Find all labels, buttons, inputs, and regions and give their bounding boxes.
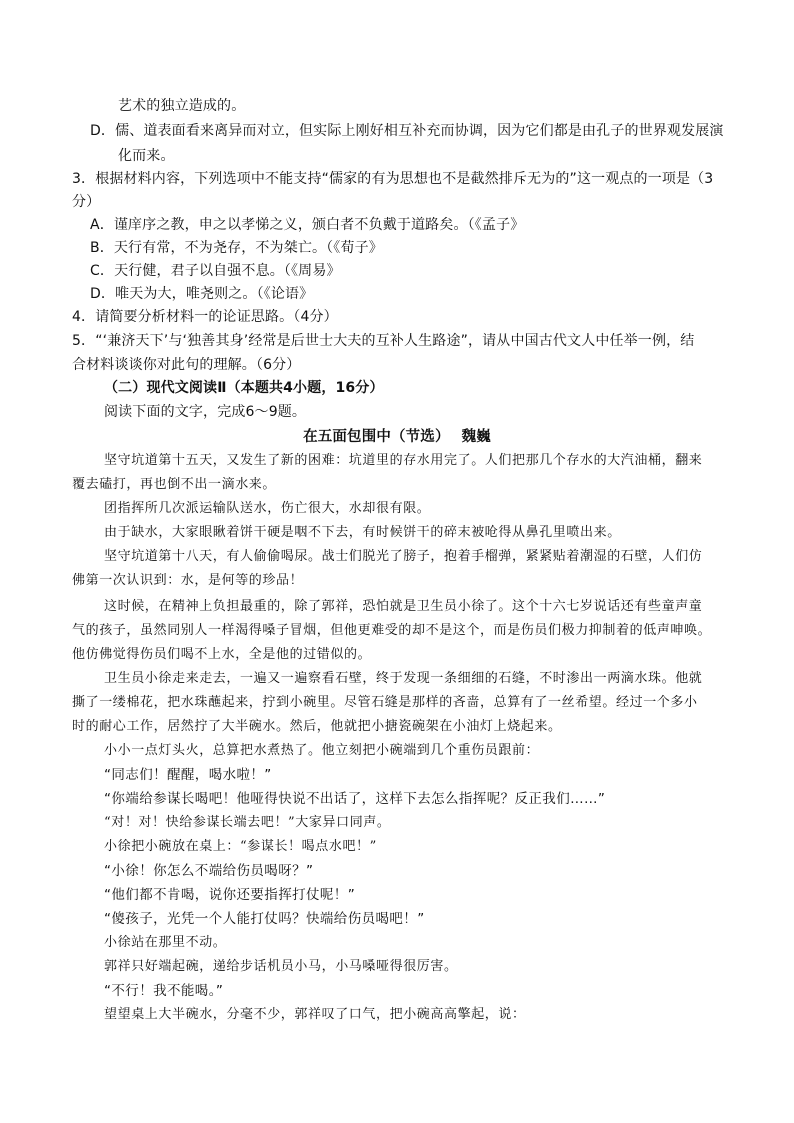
q5-stem-continuation: 合材料谈谈你对此句的理解。（6分） bbox=[72, 357, 301, 373]
q3-stem-continuation: 分） bbox=[72, 194, 101, 210]
article-line: 他仿佛觉得伤员们喝不上水，全是他的过错似的。 bbox=[72, 647, 372, 662]
article-line: 郭祥只好端起碗，递给步话机员小马，小马嗓哑得很厉害。 bbox=[104, 959, 458, 974]
article-line: 撕了一缕棉花，把水珠蘸起来，拧到小碗里。尽管石缝是那样的吝啬，总算有了一丝希望。经过一个多小 bbox=[72, 695, 698, 710]
q3-option-a: A．谨庠序之教，申之以孝悌之义，颁白者不负戴于道路矣。（《孟子》 bbox=[90, 217, 525, 233]
q2-option-d: D．儒、道表面看来离异而对立，但实际上刚好相互补充而协调，因为它们都是由孔子的世界观发展演 bbox=[90, 123, 724, 139]
article-line: 小小一点灯头火，总算把水煮热了。他立刻把小碗端到几个重伤员跟前： bbox=[104, 743, 540, 758]
section-heading: （二）现代文阅读Ⅱ（本题共4小题，16分） bbox=[104, 380, 384, 396]
article-line: “不行！我不能喝。” bbox=[104, 983, 224, 999]
article-line: “你端给参谋长喝吧！他哑得快说不出话了，这样下去怎么指挥呢？反正我们……” bbox=[104, 791, 606, 807]
article-line: 小徐站在那里不动。 bbox=[104, 935, 227, 950]
q5-stem: 5．“‘兼济天下’与‘独善其身’经常是后世士大夫的互补人生路途”，请从中国古代文人中任举一例，结 bbox=[72, 333, 695, 349]
q2-option-d-continuation: 化而来。 bbox=[118, 148, 175, 164]
q4-stem: 4．请简要分析材料一的论证思路。（4分） bbox=[72, 309, 338, 325]
q3-option-c: C．天行健，君子以自强不息。（《周易》 bbox=[90, 263, 341, 279]
article-author: 魏巍 bbox=[461, 429, 491, 445]
article-line: “小徐！你怎么不端给伤员喝呀？” bbox=[104, 863, 314, 879]
article-line: “傻孩子，光凭一个人能打仗吗？快端给伤员喝吧！” bbox=[104, 911, 425, 927]
article-line: 覆去磕打，再也倒不出一滴水来。 bbox=[72, 477, 277, 492]
article-line: 坚守坑道第十八天，有人偷偷喝尿。战士们脱光了膀子，抱着手榴弹，紧紧贴着潮湿的石壁，人们仿 bbox=[104, 549, 703, 564]
article-line: 卫生员小徐走来走去，一遍又一遍察看石壁，终于发现一条细细的石缝，不时渗出一两滴水珠。他就 bbox=[104, 671, 703, 686]
article-line: “他们都不肯喝，说你还要指挥打仗呢！” bbox=[104, 887, 356, 903]
section-instruction: 阅读下面的文字，完成6～9题。 bbox=[104, 404, 307, 420]
article-line: “同志们！醒醒，喝水啦！” bbox=[104, 767, 272, 783]
q3-option-b: B．天行有常，不为尧存，不为桀亡。（《荀子》 bbox=[90, 240, 383, 256]
article-line: 气的孩子，虽然同别人一样渴得嗓子冒烟，但他更难受的却不是这个，而是伤员们极力抑制着的低声呻唤。 bbox=[72, 623, 712, 638]
article-line: 小徐把小碗放在桌上：“参谋长！喝点水吧！” bbox=[104, 839, 377, 854]
article-line: 望望桌上大半碗水，分毫不少，郭祥叹了口气，把小碗高高擎起，说： bbox=[104, 1007, 526, 1022]
q3-option-d: D．唯天为大，唯尧则之。（《论语》 bbox=[90, 286, 314, 302]
article-title: 在五面包围中（节选） bbox=[303, 429, 450, 445]
article-line: 这时候，在精神上负担最重的，除了郭祥，恐怕就是卫生员小徐了。这个十六七岁说话还有些童声童 bbox=[104, 599, 703, 614]
q2-option-c-continuation: 艺术的独立造成的。 bbox=[118, 98, 246, 114]
article-line: 时的耐心工作，居然拧了大半碗水。然后，他就把小搪瓷碗架在小油灯上烧起来。 bbox=[72, 719, 562, 734]
article-line: 佛第一次认识到：水，是何等的珍品！ bbox=[72, 573, 304, 588]
article-line: 坚守坑道第十五天，又发生了新的困难：坑道里的存水用完了。人们把那几个存水的大汽油桶，翻来 bbox=[104, 453, 703, 468]
article-title-row bbox=[0, 427, 794, 447]
article-line: “对！对！快给参谋长端去吧！”大家异口同声。 bbox=[104, 815, 391, 830]
q3-stem: 3．根据材料内容，下列选项中不能支持“儒家的有为思想也不是截然排斥无为的”这一观点的一项是（3 bbox=[72, 171, 714, 187]
article-line: 团指挥所几次派运输队送水，伤亡很大，水却很有限。 bbox=[104, 501, 431, 516]
article-line: 由于缺水，大家眼瞅着饼干硬是咽不下去，有时候饼干的碎末被呛得从鼻孔里喷出来。 bbox=[104, 525, 621, 540]
